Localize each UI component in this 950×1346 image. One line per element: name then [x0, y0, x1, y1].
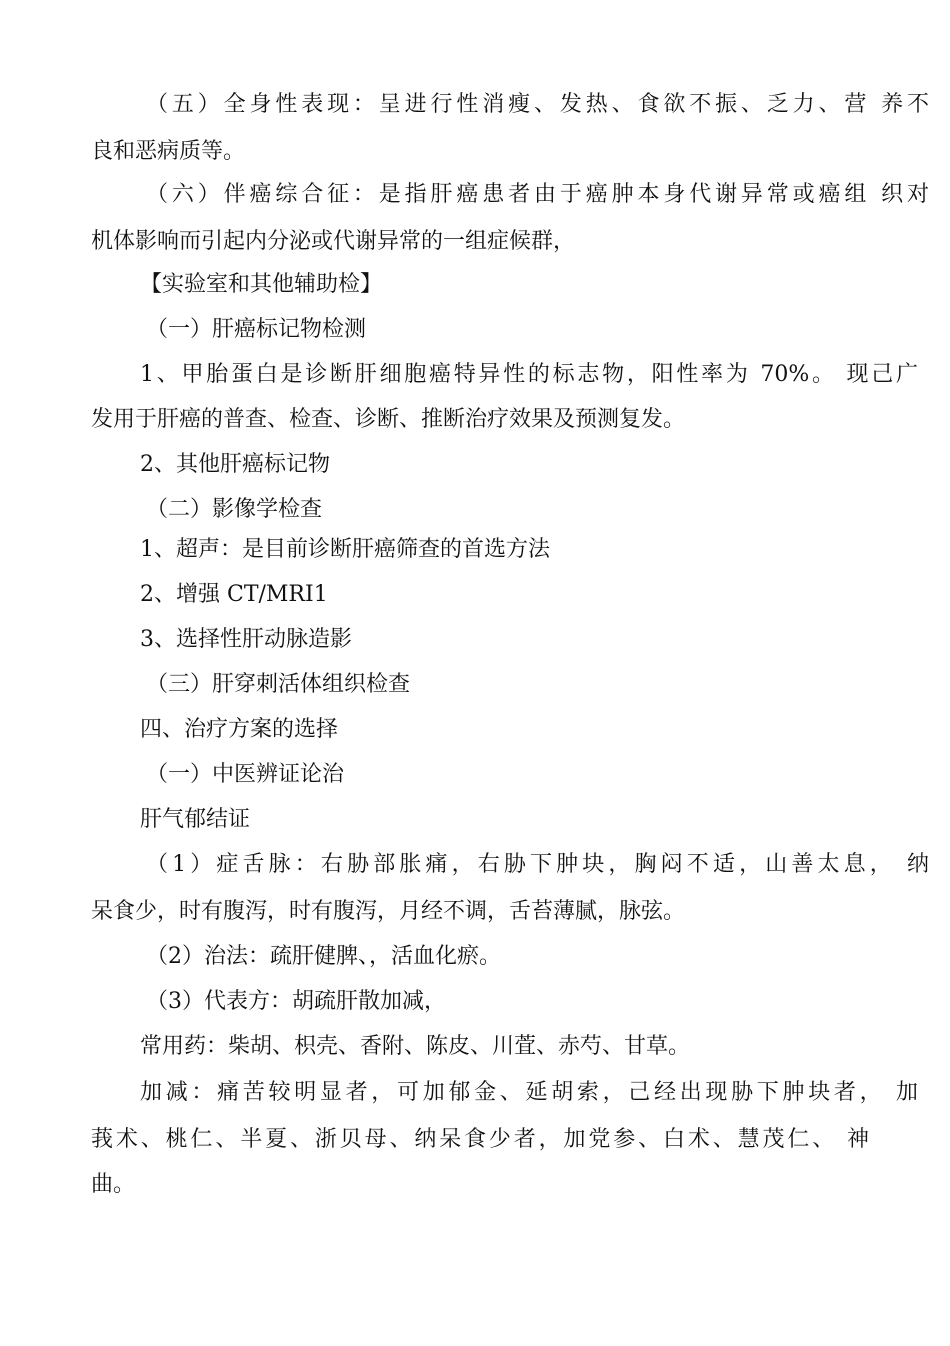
representative-formula: （3）代表方：胡疏肝散加减， — [146, 989, 446, 1014]
subheading-markers: （一）肝癌标记物检测 — [146, 317, 367, 342]
modification-line-1: 加减：痛苦较明显者，可加郁金、延胡索，己经出现胁下肿块者， 加 — [140, 1080, 918, 1105]
paragraph-6-line-1: （六）伴癌综合征：是指肝癌患者由于癌肿本身代谢异常或癌组 织对 — [146, 182, 929, 207]
section-heading-treatment: 四、治疗方案的选择 — [140, 717, 339, 742]
subheading-imaging: （二）影像学检查 — [146, 497, 323, 522]
section-heading-lab: 【实验室和其他辅助检】 — [140, 272, 383, 297]
symptoms-line-1: （1）症舌脉：右胁部胀痛，右胁下肿块，胸闷不适，山善太息， 纳 — [146, 852, 929, 877]
subheading-biopsy: （三）肝穿刺活体组织检查 — [146, 672, 411, 697]
paragraph-6-line-2: 机体影响而引起内分泌或代谢异常的一组症候群， — [91, 229, 576, 254]
paragraph-5-line-1: （五）全身性表现：呈进行性消瘦、发热、食欲不振、乏力、营 养不 — [146, 92, 929, 117]
imaging-item-3: 3、选择性肝动脉造影 — [140, 627, 352, 652]
modification-line-2: 莪术、桃仁、半夏、浙贝母、纳呆食少者，加党参、白术、慧茂仁、 神 — [91, 1127, 869, 1152]
imaging-item-2: 2、增强 CT/MRI1 — [140, 582, 328, 607]
modification-line-3: 曲。 — [91, 1172, 136, 1197]
subheading-tcm: （一）中医辨证论治 — [146, 762, 345, 787]
common-herbs: 常用药：柴胡、枳壳、香附、陈皮、川萓、赤芍、甘草。 — [140, 1034, 691, 1059]
afp-line-2: 发用于肝癌的普查、检查、诊断、推断治疗效果及预测复发。 — [91, 407, 686, 432]
symptoms-line-2: 呆食少，时有腹泻，时有腹泻，月经不调，舌苔薄腻，脉弦。 — [91, 899, 686, 924]
paragraph-5-line-2: 良和恶病质等。 — [91, 139, 246, 164]
syndrome-name: 肝气郁结证 — [140, 807, 251, 832]
imaging-item-1: 1、超声：是目前诊断肝癌筛查的首选方法 — [140, 537, 550, 562]
other-markers: 2、其他肝癌标记物 — [140, 452, 330, 477]
afp-line-1: 1、甲胎蛋白是诊断肝细胞癌特异性的标志物，阳性率为 70%。 现己广 — [140, 362, 918, 387]
treatment-method: （2）治法：疏肝健脾、，活血化瘀。 — [146, 944, 501, 969]
